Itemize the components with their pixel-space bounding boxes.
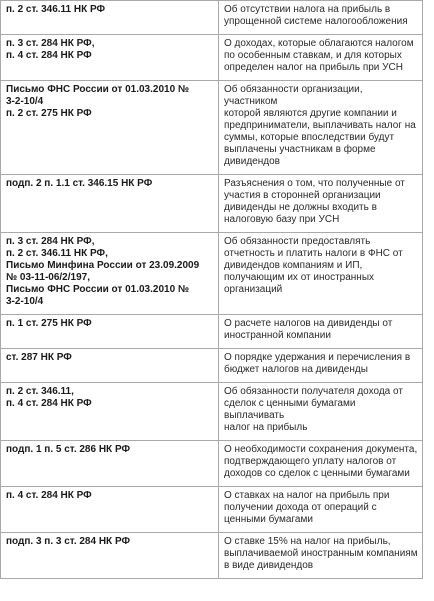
table-row (1, 81, 423, 175)
description-line: отчетность и платить налоги в ФНС от (224, 248, 403, 259)
reference-line: подп. 3 п. 3 ст. 284 НК РФ (6, 536, 131, 547)
reference-line: п. 2 ст. 346.11, (6, 386, 74, 397)
reference-cell (1, 441, 219, 487)
reference-line: подп. 1 п. 5 ст. 286 НК РФ (6, 444, 131, 455)
reference-cell (1, 1, 219, 35)
description-cell (219, 383, 423, 441)
description-line: Об обязанности предоставлять (224, 236, 371, 247)
description-line: налоговую базу при УСН (224, 214, 340, 225)
description-cell (219, 533, 423, 579)
description-line: О необходимости сохранения документа, (224, 444, 418, 455)
description-line: О порядке удержания и перечисления в (224, 352, 411, 363)
description-cell (219, 487, 423, 533)
description-line: Об отсутствии налога на прибыль в (224, 4, 391, 15)
description-line: участия в сторонней организации (224, 190, 381, 201)
description-line: организаций (224, 284, 283, 295)
reference-cell (1, 35, 219, 81)
table-row (1, 487, 423, 533)
reference-line: п. 3 ст. 284 НК РФ, (6, 38, 95, 49)
description-line: О ставках на налог на прибыль при (224, 490, 390, 501)
reference-cell (1, 81, 219, 175)
description-line: дивидендов компаниям и ИП, (224, 260, 363, 271)
reference-line: п. 4 ст. 284 НК РФ (6, 50, 92, 61)
reference-line: 3-2-10/4 (6, 296, 44, 307)
description-line: ценными бумагами (224, 514, 313, 525)
description-cell (219, 35, 423, 81)
reference-line: п. 2 ст. 346.11 НК РФ (6, 4, 106, 15)
description-line: которой являются другие компании и (224, 108, 397, 119)
description-line: О расчете налогов на дивиденды от (224, 318, 393, 329)
description-line: налог на прибыль (224, 422, 308, 433)
description-line: иностранной компании (224, 330, 331, 341)
description-line: Об обязанности организации, участником (224, 84, 363, 107)
description-line: дивиденды не должны входить в (224, 202, 377, 213)
description-line: определен налог на прибыль при УСН (224, 62, 403, 73)
description-line: сделок с ценными бумагами выплачивать (224, 398, 356, 421)
description-cell (219, 315, 423, 349)
reference-cell (1, 233, 219, 315)
table-row (1, 533, 423, 579)
description-line: О доходах, которые облагаются налогом (224, 38, 414, 49)
description-line: выплачены участникам в форме (224, 144, 376, 155)
description-line: Разъяснения о том, что полученные от (224, 178, 405, 189)
description-cell (219, 441, 423, 487)
description-line: получении дохода от операций с (224, 502, 377, 513)
table-row (1, 441, 423, 487)
reference-line: Письмо Минфина России от 23.09.2009 (6, 260, 200, 271)
table-row (1, 233, 423, 315)
description-cell (219, 1, 423, 35)
description-line: упрощенной системе налогообложения (224, 16, 408, 27)
description-line: дивидендов (224, 156, 280, 167)
reference-line: п. 2 ст. 346.11 НК РФ, (6, 248, 108, 259)
description-cell (219, 349, 423, 383)
reference-line: п. 1 ст. 275 НК РФ (6, 318, 92, 329)
description-line: предприниматели, выплачивать налог на (224, 120, 416, 131)
reference-cell (1, 487, 219, 533)
reference-line: ст. 287 НК РФ (6, 352, 72, 363)
description-cell (219, 81, 423, 175)
reference-line: Письмо ФНС России от 01.03.2010 № (6, 284, 190, 295)
description-line: в виде дивидендов (224, 560, 314, 571)
reference-cell (1, 175, 219, 233)
table-row (1, 315, 423, 349)
description-line: О ставке 15% на налог на прибыль, (224, 536, 391, 547)
description-line: Об обязанности получателя дохода от (224, 386, 403, 397)
reference-line: п. 3 ст. 284 НК РФ, (6, 236, 95, 247)
description-line: подтверждающего уплату налогов от (224, 456, 397, 467)
table-body (1, 1, 423, 579)
reference-cell (1, 349, 219, 383)
description-line: доходов со сделок с ценными бумагами (224, 468, 410, 479)
description-cell (219, 175, 423, 233)
description-line: бюджет налогов на дивиденды (224, 364, 368, 375)
reference-line: № 03-11-06/2/197, (6, 272, 90, 283)
table-row (1, 1, 423, 35)
table-row (1, 175, 423, 233)
description-line: по особенным ставкам, и для которых (224, 50, 402, 61)
reference-cell (1, 315, 219, 349)
reference-line: п. 4 ст. 284 НК РФ (6, 490, 92, 501)
reference-line: п. 4 ст. 284 НК РФ (6, 398, 92, 409)
reference-line: Письмо ФНС России от 01.03.2010 № (6, 84, 190, 95)
description-line: выплачиваемой иностранным компаниям (224, 548, 418, 559)
table-row (1, 383, 423, 441)
table-row (1, 35, 423, 81)
reference-cell (1, 383, 219, 441)
reference-cell (1, 533, 219, 579)
reference-line: подп. 2 п. 1.1 ст. 346.15 НК РФ (6, 178, 153, 189)
description-line: суммы, которые впоследствии будут (224, 132, 395, 143)
table-row (1, 349, 423, 383)
description-line: получающим их от иностранных (224, 272, 374, 283)
reference-line: п. 2 ст. 275 НК РФ (6, 108, 92, 119)
reference-line: 3-2-10/4 (6, 96, 44, 107)
description-cell (219, 233, 423, 315)
